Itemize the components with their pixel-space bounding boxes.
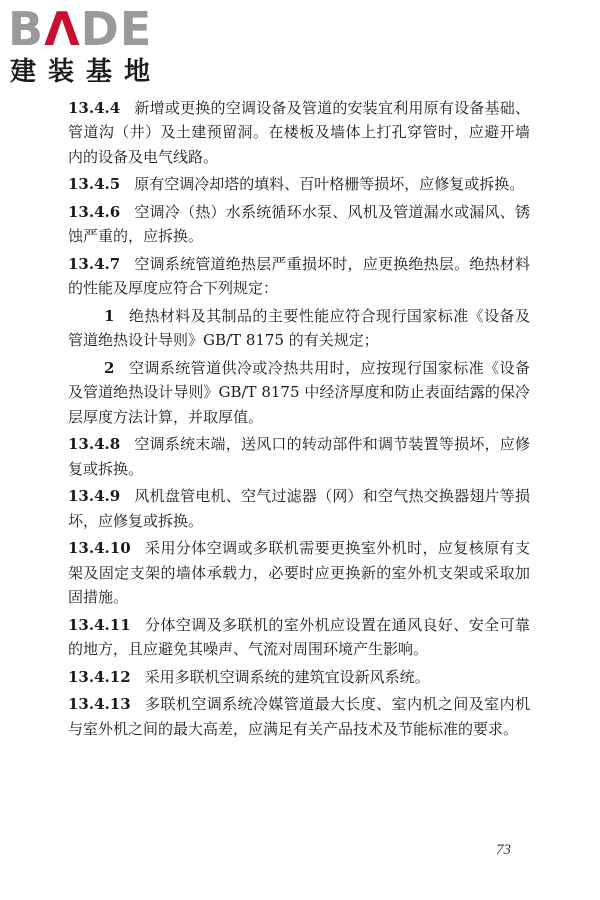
clause-number: 13.4.8 xyxy=(68,435,121,454)
clause-text: 空调系统管道绝热层严重损坏时，应更换绝热层。绝热材料的性能及厚度应符合下列规定： xyxy=(68,255,530,298)
page-number: 73 xyxy=(496,842,511,858)
clause-number: 13.4.7 xyxy=(68,255,121,273)
clause-text: 新增或更换的空调设备及管道的安装宜利用原有设备基础、管道沟（井）及土建预留洞。在楼板及墙体上打孔穿管时，应避开墙内的设备及电气线路。 xyxy=(68,99,530,166)
clause-text: 采用多联机空调系统的建筑宜设新风系统。 xyxy=(144,667,430,686)
clause-text: 空调系统末端，送风口的转动部件和调节装置等损坏，应修复或拆换。 xyxy=(68,435,530,478)
brand-logo xyxy=(8,4,178,92)
item-number: 1 xyxy=(104,307,115,325)
item-text: 绝热材料及其制品的主要性能应符合现行国家标准《设备及管道绝热设计导则》GB/T 8175 的有关规定； xyxy=(68,307,530,350)
clause-text: 风机盘管电机、空气过滤器（网）和空气热交换器翅片等损坏，应修复或拆换。 xyxy=(68,487,530,530)
clause-text: 原有空调冷却塔的填料、百叶格栅等损坏，应修复或拆换。 xyxy=(134,175,525,194)
clause-13-4-8 xyxy=(68,432,530,481)
clause-13-4-11 xyxy=(68,613,530,662)
clause-13-4-12 xyxy=(68,665,530,689)
clause-13-4-6 xyxy=(68,200,530,249)
clause-13-4-7-item-1 xyxy=(68,304,530,353)
clause-13-4-7-item-2 xyxy=(68,356,530,429)
clause-number: 13.4.13 xyxy=(68,695,131,714)
item-text: 空调系统管道供冷或冷热共用时，应按现行国家标准《设备及管道绝热设计导则》GB/T 8175 中经济厚度和防止表面结露的保冷层厚度方法计算，并取厚值。 xyxy=(68,359,530,426)
clause-13-4-9 xyxy=(68,484,530,533)
clause-number: 13.4.4 xyxy=(68,99,121,117)
clause-13-4-13 xyxy=(68,692,530,741)
clause-13-4-7 xyxy=(68,252,530,301)
clause-number: 13.4.11 xyxy=(68,615,131,634)
clause-13-4-4 xyxy=(68,96,530,169)
document-body xyxy=(68,96,530,744)
clause-number: 13.4.5 xyxy=(68,175,121,194)
clause-number: 13.4.10 xyxy=(68,539,131,558)
clause-number: 13.4.9 xyxy=(68,487,121,506)
clause-number: 13.4.6 xyxy=(68,203,121,221)
clause-number: 13.4.12 xyxy=(68,667,131,686)
clause-text: 多联机空调系统冷媒管道最大长度、室内机之间及室内机与室外机之间的最大高差，应满足有关产品技术及节能标准的要求。 xyxy=(68,695,530,738)
logo-chinese-text: 建装基地 xyxy=(10,57,163,87)
clause-13-4-5 xyxy=(68,172,530,196)
item-number: 2 xyxy=(104,359,115,377)
clause-13-4-10 xyxy=(68,536,530,609)
logo-wordmark: BΛDE xyxy=(8,2,153,56)
clause-text: 分体空调及多联机的室外机应设置在通风良好、安全可靠的地方，且应避免其噪声、气流对周围环境产生影响。 xyxy=(68,615,530,659)
clause-text: 采用分体空调或多联机需要更换室外机时，应复核原有支架及固定支架的墙体承载力，必要时应更换新的室外机支架或采取加固措施。 xyxy=(68,539,530,607)
clause-text: 空调冷（热）水系统循环水泵、风机及管道漏水或漏风、锈蚀严重的，应拆换。 xyxy=(68,203,530,246)
